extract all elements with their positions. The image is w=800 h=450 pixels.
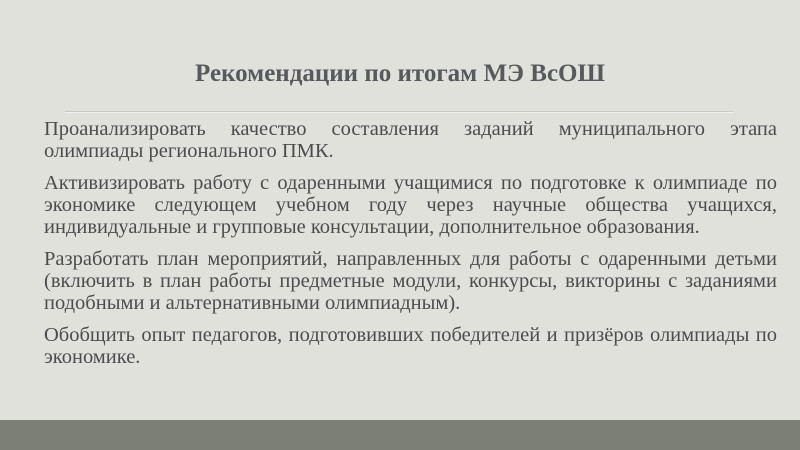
paragraph-activate: Активизировать работу с одаренными учащимися по подготовке к олимпиаде по экономике следующем учебном году через научные общества учащихся, индивидуальные и групповые консультации, дополнительное образования. — [44, 172, 777, 238]
slide-body — [44, 118, 777, 378]
paragraph-analyze: Проанализировать качество составления заданий муниципального этапа олимпиады регионального ПМК. — [44, 118, 777, 162]
slide-title: Рекомендации по итогам МЭ ВсОШ — [195, 60, 605, 87]
paragraph-plan: Разработать план мероприятий, направленных для работы с одаренными детьми (включить в план работы предметные модули, конкурсы, викторины с заданиями подобными и альтернативными олимпиадным). — [44, 248, 777, 314]
paragraph-generalize: Обобщить опыт педагогов, подготовивших победителей и призёров олимпиады по экономике. — [44, 324, 777, 368]
footer-band — [0, 420, 800, 450]
title-divider — [65, 111, 733, 113]
